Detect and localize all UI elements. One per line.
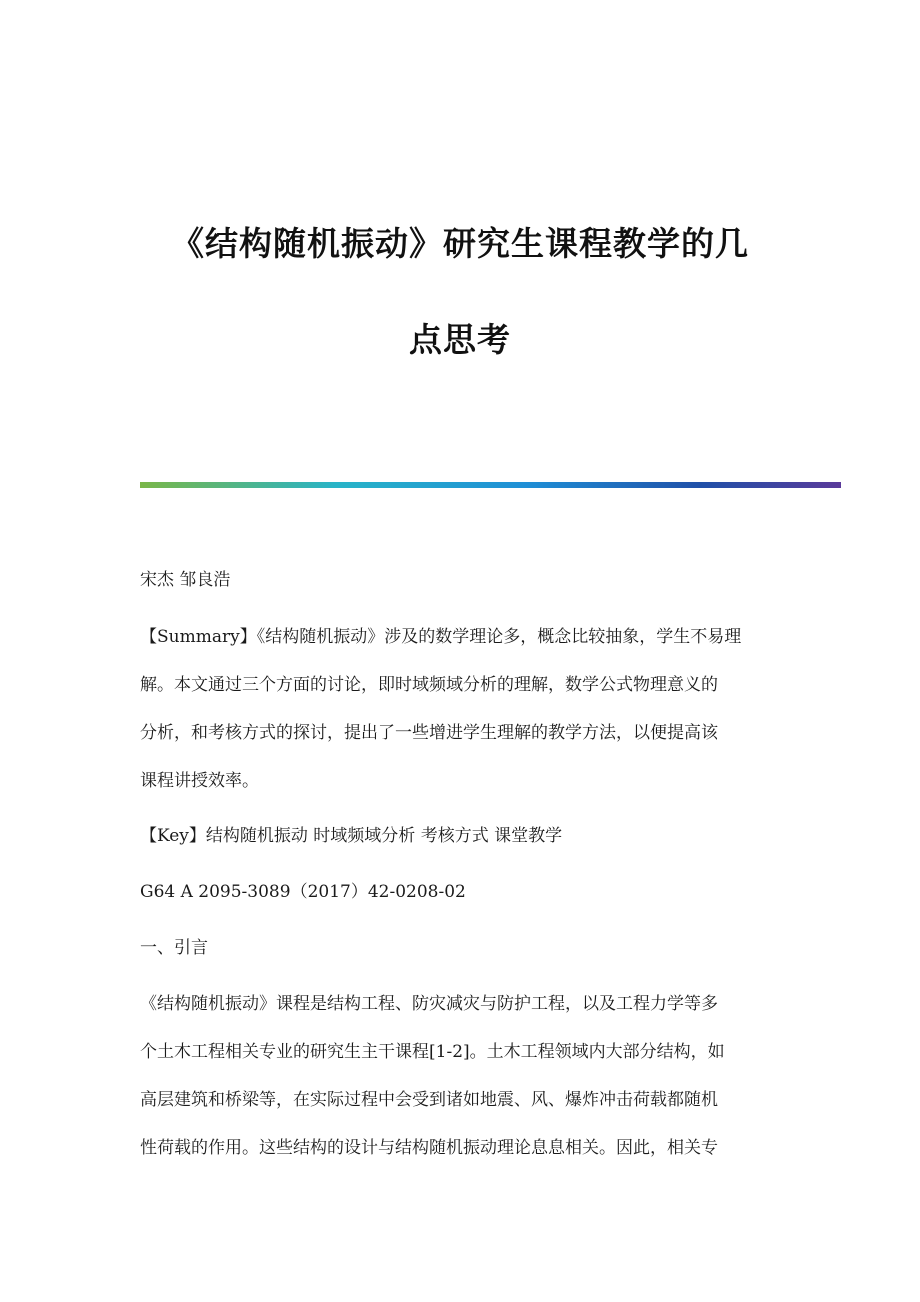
intro-line: 《结构随机振动》课程是结构工程、防灾减灾与防护工程，以及工程力学等多 xyxy=(140,994,718,1014)
authors: 宋杰 邹良浩 xyxy=(140,570,231,590)
title-line-1: 《结构随机振动》研究生课程教学的几 xyxy=(171,224,749,263)
keywords: 【Key】结构随机振动 时域频域分析 考核方式 课堂教学 xyxy=(140,826,563,846)
summary-line: 解。本文通过三个方面的讨论，即时域频域分析的理解，数学公式物理意义的 xyxy=(140,675,718,695)
gradient-divider xyxy=(140,482,841,488)
classification-code: G64 A 2095-3089（2017）42-0208-02 xyxy=(140,882,466,902)
section-heading: 一、引言 xyxy=(140,938,208,958)
summary-paragraph xyxy=(140,625,785,793)
title-line-2: 点思考 xyxy=(409,320,511,359)
summary-line: 课程讲授效率。 xyxy=(140,771,259,791)
intro-paragraph xyxy=(140,992,785,1160)
intro-line: 高层建筑和桥梁等，在实际过程中会受到诸如地震、风、爆炸冲击荷载都随机 xyxy=(140,1090,718,1110)
summary-line: 分析，和考核方式的探讨，提出了一些增进学生理解的教学方法，以便提高该 xyxy=(140,723,718,743)
summary-line: 【Summary】《结构随机振动》涉及的数学理论多，概念比较抽象，学生不易理 xyxy=(140,627,742,647)
intro-line: 性荷载的作用。这些结构的设计与结构随机振动理论息息相关。因此，相关专 xyxy=(140,1138,718,1158)
intro-line: 个土木工程相关专业的研究生主干课程[1-2]。土木工程领域内大部分结构，如 xyxy=(140,1042,725,1062)
